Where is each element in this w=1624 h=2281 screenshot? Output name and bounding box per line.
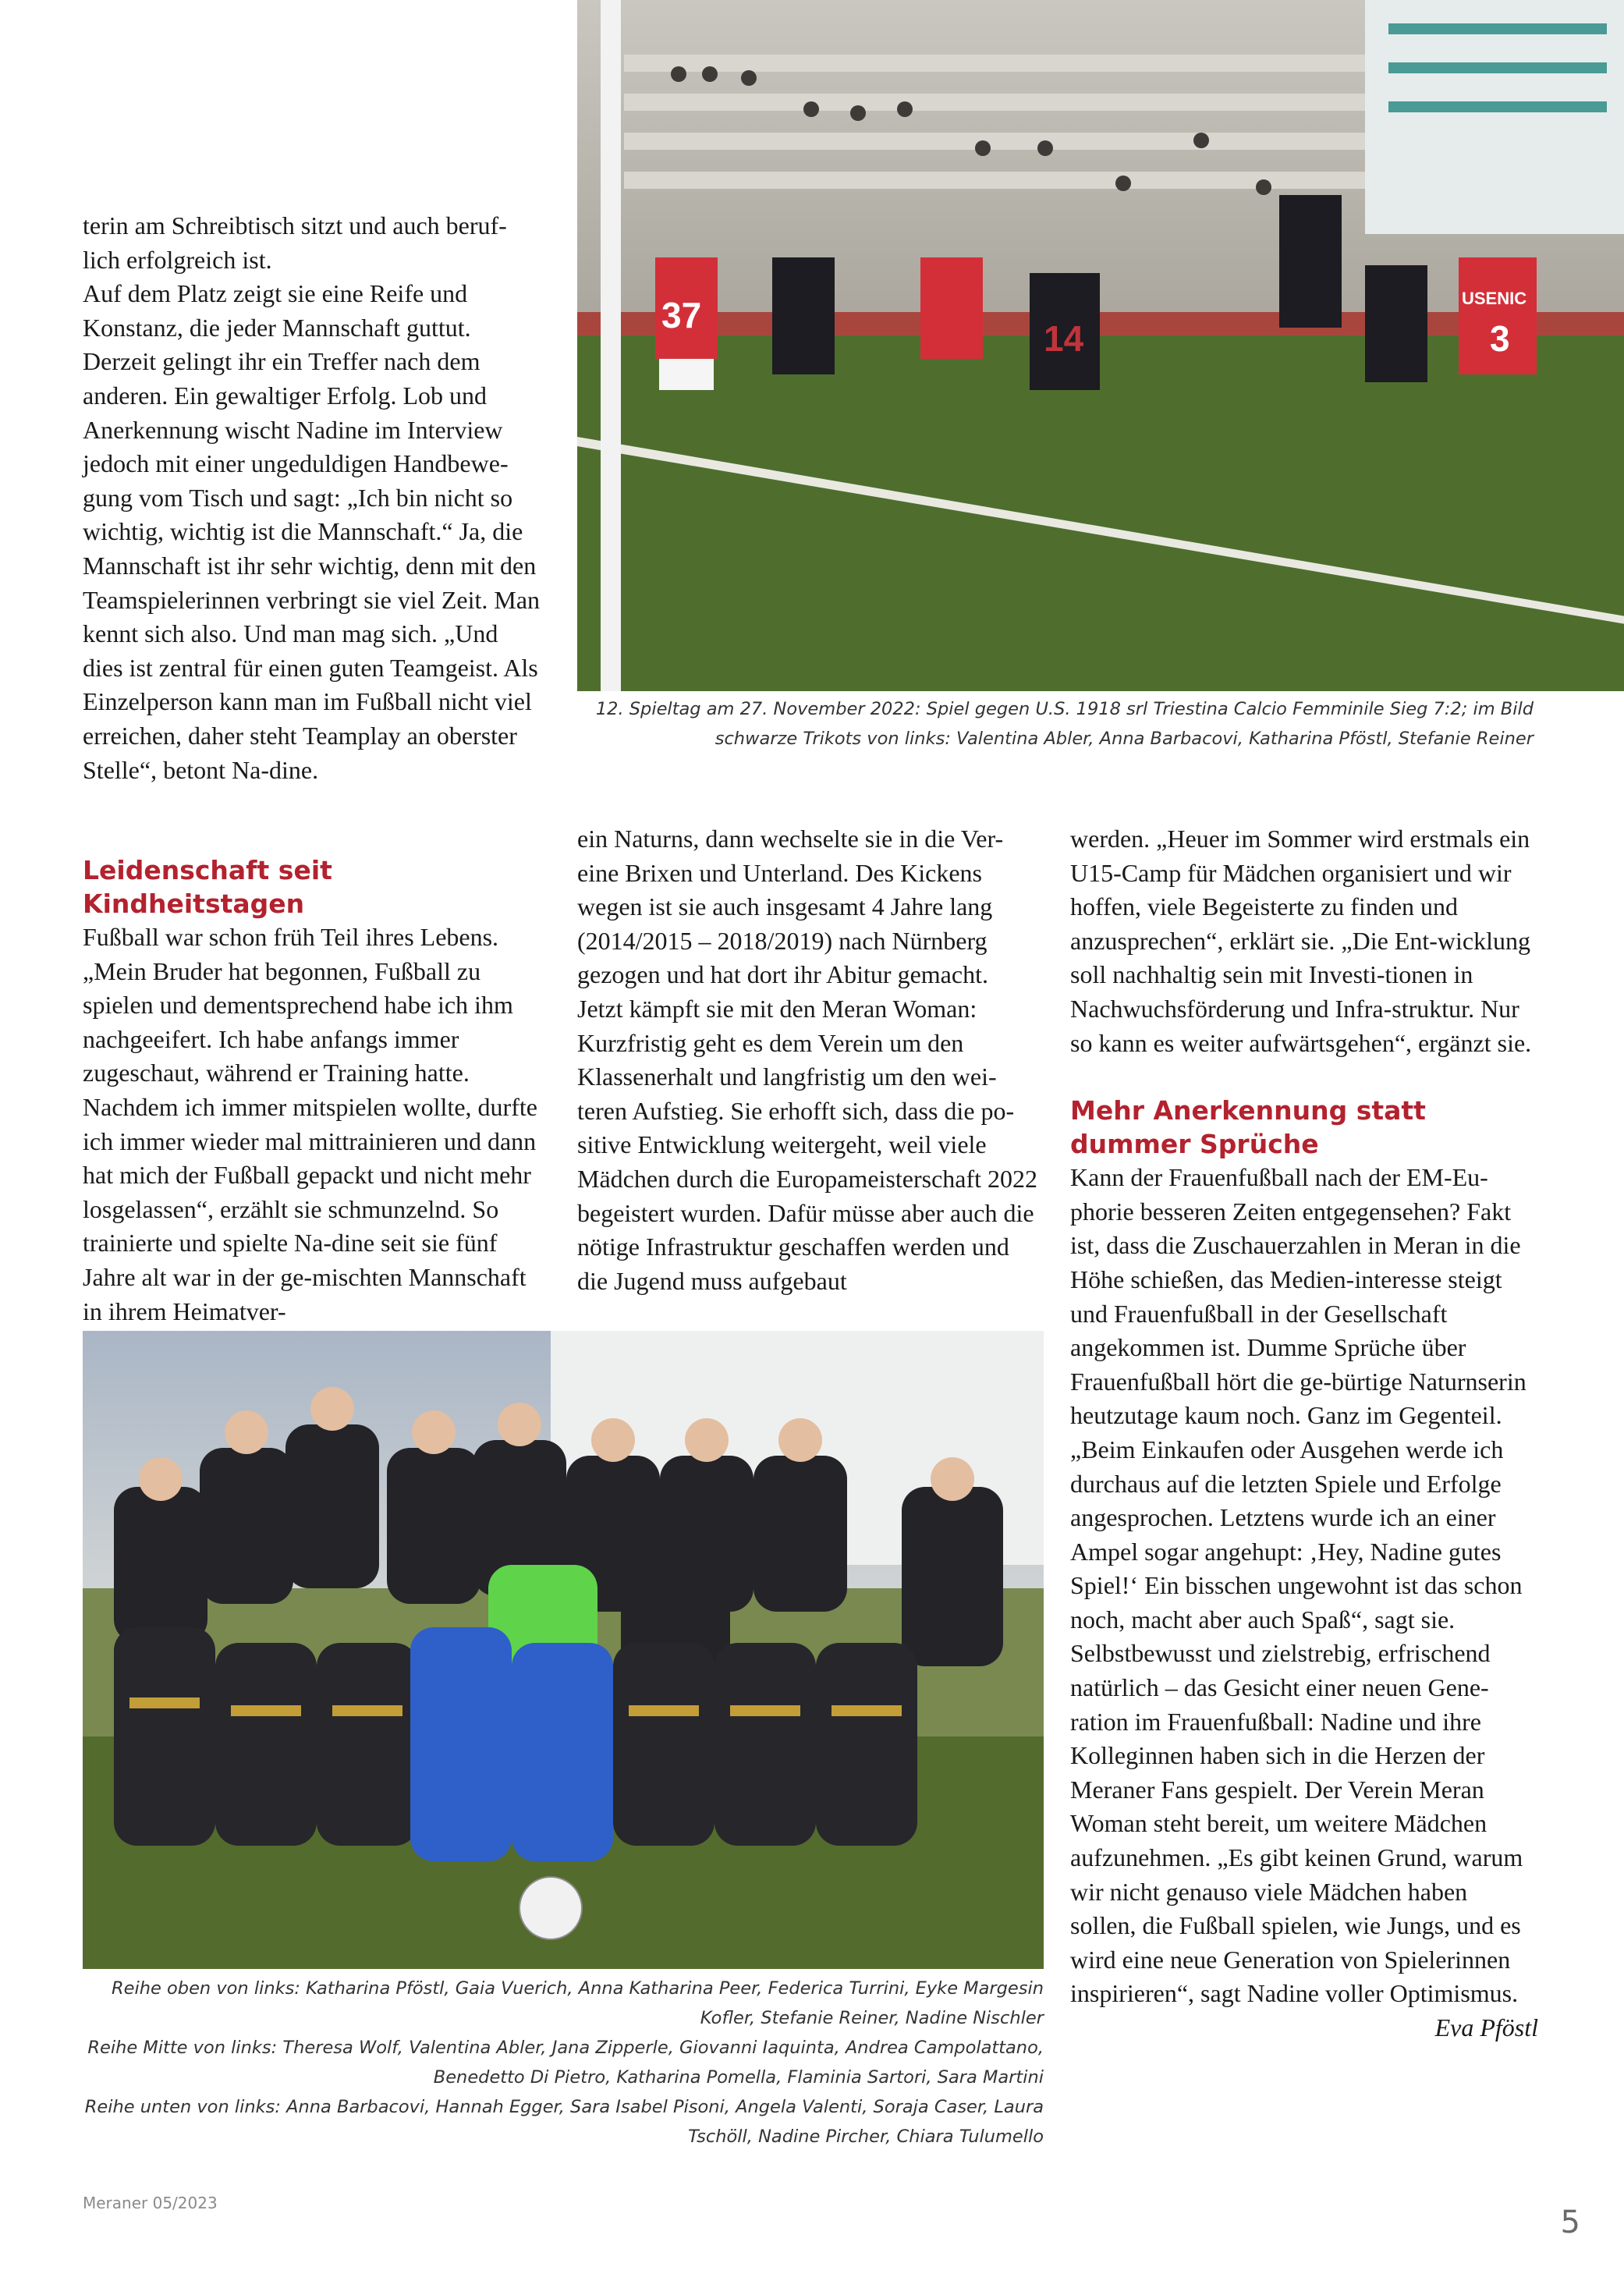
jersey-number: 37 xyxy=(661,295,702,335)
team-photo xyxy=(83,1331,1044,1969)
jersey-number: 3 xyxy=(1490,318,1510,359)
jersey-number: 14 xyxy=(1044,318,1084,359)
section-paragraph: werden. „Heuer im Sommer wird erstmals ein U15-Camp für Mädchen organisiert und wir hoffen, viele Begeisterte zu finden und anzusprechen“, erklärt sie. „Die Ent-wicklung soll nachhaltig sein mit Investi-tionen in Nachwuchsförderung und Infra-struktur. Nur so kann es weiter aufwärtsgehen“, ergänzt sie. xyxy=(1070,825,1532,1057)
match-photo-caption: 12. Spieltag am 27. November 2022: Spiel gegen U.S. 1918 srl Triestina Calcio Femminile Sieg 7:2; im Bild schwarze Trikots von links: Valentina Abler, Anna Barbacovi, Katharina Pföstl, Stefanie Reiner xyxy=(595,699,1534,749)
intro-paragraph: terin am Schreibtisch sitzt und auch beruf-lich erfolgreich ist. xyxy=(83,211,507,274)
page-number: 5 xyxy=(1560,2205,1580,2240)
team-photo-caption xyxy=(83,1974,1044,2152)
team-caption-line: Reihe unten von links: Anna Barbacovi, Hannah Egger, Sara Isabel Pisoni, Angela Valenti, Soraja Caser, Laura Tschöll, Nadine Pircher, Chiara Tulumello xyxy=(84,2097,1044,2147)
section-column-3 xyxy=(1070,822,1538,2045)
team-photo-illustration xyxy=(83,1331,1044,1969)
jersey-name: USENIC xyxy=(1462,289,1527,308)
section-column-2 xyxy=(577,822,1037,1298)
intro-paragraph: Auf dem Platz zeigt sie eine Reife und Konstanz, die jeder Mannschaft guttut. Derzeit gelingt ihr ein Treffer nach dem anderen. Ein gewaltiger Erfolg. Lob und Anerkennung wischt Nadine im Interview jedoch mit einer ungeduldigen Handbewe-gung vom Tisch und sagt: „Ich bin nicht so wichtig, wichtig ist die Mannschaft.“ Ja, die Mannschaft ist ihr sehr wichtig, denn mit den Teamspielerinnen verbringt sie viel Zeit. Man kennt sich also. Und man mag sich. „Und dies ist zentral für einen guten Teamgeist. Als Einzelperson kann man im Fußball nicht viel erreichen, daher steht Teamplay an oberster Stelle“, betont Na-dine. xyxy=(83,279,541,784)
section-heading: Mehr Anerkennung statt dummer Sprüche xyxy=(1070,1095,1426,1160)
section-column-1 xyxy=(83,853,543,1329)
section-paragraph: Fußball war schon früh Teil ihres Lebens. „Mein Bruder hat begonnen, Fußball zu spielen und dementsprechend habe ich ihm nachgeeifert. Ich habe anfangs immer zugeschaut, während er Training hatte. Nachdem ich immer mitspielen wollte, durfte ich immer wieder mal mittrainieren und dann hat mich der Fußball gepackt und nicht mehr losgelassen“, erzählt sie schmunzelnd. So trainierte und spielte Na-dine seit sie fünf Jahre alt war in der ge-mischten Mannschaft in ihrem Heimatver- xyxy=(83,923,537,1325)
match-photo-illustration xyxy=(577,0,1624,691)
section-heading: Leidenschaft seit Kindheitstagen xyxy=(83,855,332,919)
publication-info: Meraner 05/2023 xyxy=(83,2194,218,2212)
team-caption-line: Reihe Mitte von links: Theresa Wolf, Valentina Abler, Jana Zipperle, Giovanni Iaquinta, Andrea Campolattano, Benedetto Di Pietro, Katharina Pomella, Flaminia Sartori, Sara Martini xyxy=(87,2038,1044,2088)
intro-text xyxy=(83,209,543,787)
match-photo xyxy=(577,0,1624,691)
author-byline: Eva Pföstl xyxy=(1434,2013,1538,2042)
team-caption-line: Reihe oben von links: Katharina Pföstl, Gaia Vuerich, Anna Katharina Peer, Federica Turrini, Eyke Margesin Kofler, Stefanie Reiner, Nadine Nischler xyxy=(112,1978,1044,2028)
section-paragraph: ein Naturns, dann wechselte sie in die Ver-eine Brixen und Unterland. Des Kickens wegen ist sie auch insgesamt 4 Jahre lang (2014/2015 – 2018/2019) nach Nürnberg gezogen und hat dort ihr Abitur gemacht. Jetzt kämpft sie mit den Meran Woman: Kurzfristig geht es dem Verein um den Klassenerhalt und langfristig um den wei-teren Aufstieg. Sie erhofft sich, dass die po-sitive Entwicklung weitergeht, weil viele Mädchen durch die Europameisterschaft 2022 begeistert wurden. Dafür müsse aber auch die nötige Infrastruktur geschaffen werden und die Jugend muss aufgebaut xyxy=(577,825,1038,1295)
section-paragraph: Kann der Frauenfußball nach der EM-Eu-phorie besseren Zeiten entgegensehen? Fakt ist, dass die Zuschauerzahlen in Meran in die Höhe schießen, das Medien-interesse steigt und Frauenfußball in der Gesellschaft angekommen ist. Dumme Sprüche über Frauenfußball hört die ge-bürtige Naturnserin heutzutage kaum noch. Ganz im Gegenteil. „Beim Einkaufen oder Ausgehen werde ich durchaus auf die letzten Spiele und Erfolge angesprochen. Letztens wurde ich an einer Ampel sogar angehupt: ‚Hey, Nadine gutes Spiel!‘ Ein bisschen ungewohnt ist das schon noch, macht aber auch Spaß“, sagt sie. Selbstbewusst und zielstrebig, erfrischend natürlich – das Gesicht einer neuen Gene-ration im Frauenfußball: Nadine und ihre Kolleginnen haben sich in die Herzen der Meraner Fans gespielt. Der Verein Meran Woman steht bereit, um weitere Mädchen aufzunehmen. „Es gibt keinen Grund, warum wir nicht genauso viele Mädchen haben sollen, die Fußball spielen, wie Jungs, und es wird eine neue Generation von Spielerinnen inspirieren“, sagt Nadine voller Optimismus. xyxy=(1070,1163,1526,2008)
